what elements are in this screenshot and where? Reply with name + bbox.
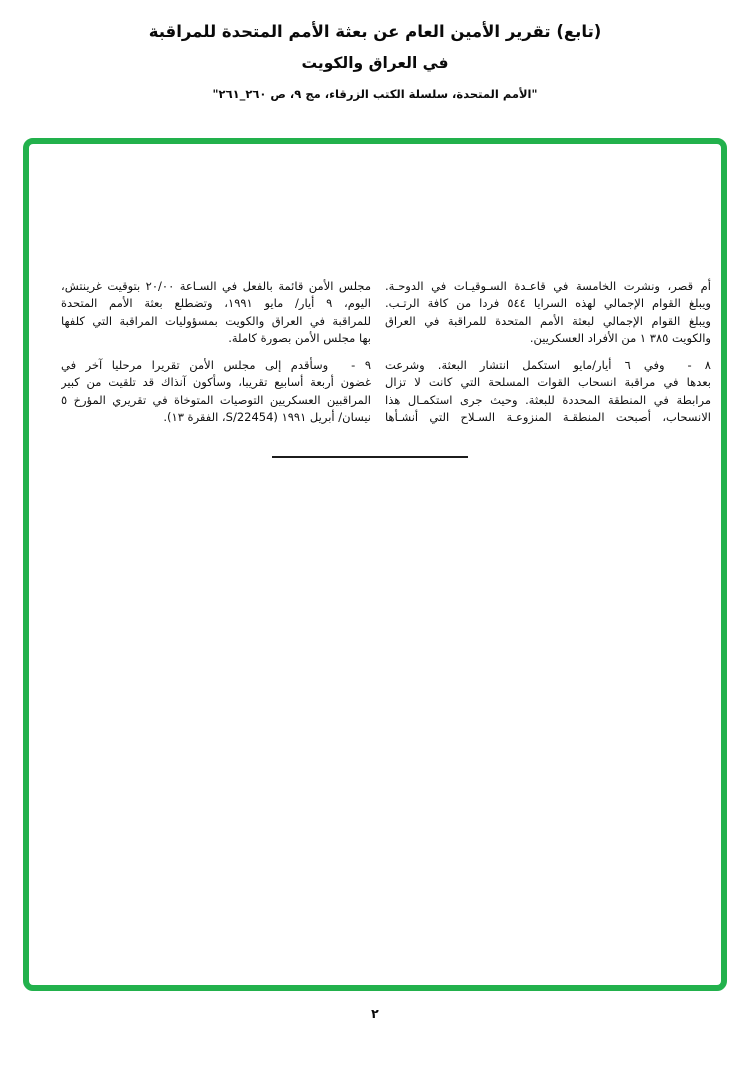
text-line: بعدها في مراقبة انسحاب القوات المسلحة التي كانت لا تزال xyxy=(385,375,711,390)
document-body xyxy=(61,278,711,426)
text-line: مرابطة في المنطقة المحددة للبعثة. وحيث جرى استكمـال هذا xyxy=(385,392,711,407)
column-left xyxy=(61,278,371,426)
footnote-separator xyxy=(272,456,468,458)
source-citation: "الأمم المتحدة، سلسلة الكتب الزرقاء، مج ٩، ص ٢٦٠_٢٦١" xyxy=(212,87,538,101)
text-line: ٩ - وسأقدم إلى مجلس الأمن تقريرا مرحليا آخر في xyxy=(61,358,371,373)
text-line: غضون أربعة أسابيع تقريبا، وسأكون آنذاك قد تلقيت من كبير xyxy=(61,375,371,390)
text-line: نيسان/ أبريل ١٩٩١ (S/22454، الفقرة ١٣). xyxy=(163,410,371,425)
paragraph xyxy=(385,357,711,426)
text-line: والكويت ٣٨٥ ١ من الأفراد العسكريين. xyxy=(529,330,711,345)
paragraph xyxy=(61,357,371,426)
text-line: الانسحاب، أصبحت المنطقـة المنزوعـة السـلاح التي أنشـأها xyxy=(385,410,711,425)
report-title-line1: (تابع) تقرير الأمين العام عن بعثة الأمم المتحدة للمراقبة xyxy=(148,22,602,41)
text-line: ٨ - وفي ٦ أيار/مايو استكمل انتشار البعثة. وشرعت xyxy=(385,358,711,373)
paragraph xyxy=(61,278,371,347)
text-line: مجلس الأمن قائمة بالفعل في السـاعة ٢٠/٠٠ بتوقيت غرينتش، xyxy=(61,279,371,293)
text-line: المراقبين العسكريين التوصيات المتوخاة في تقريري المؤرخ ٥ xyxy=(61,392,371,407)
text-line: بها مجلس الأمن بصورة كاملة. xyxy=(228,330,371,345)
document-header xyxy=(0,20,750,102)
text-line: ويبلغ القوام الإجمالي لهذه السرايا ٥٤٤ فردا من كافة الرتـب. xyxy=(385,296,711,311)
paragraph xyxy=(385,278,711,347)
text-line: اليوم، ٩ أيار/ مايو ١٩٩١، وتضطلع بعثة الأمم المتحدة xyxy=(61,296,371,311)
page-number: ٢ xyxy=(371,1006,379,1021)
green-frame xyxy=(23,138,727,991)
text-line: أم قصر، ونشرت الخامسة في قاعـدة السـوقيـات في الدوحـة. xyxy=(385,279,711,293)
column-right xyxy=(385,278,711,426)
report-title-line2: في العراق والكويت xyxy=(301,54,449,72)
text-line: ويبلغ القوام الإجمالي لبعثة الأمم المتحدة للمراقبة في العراق xyxy=(385,313,711,328)
text-line: للمراقبة في العراق والكويت بمسؤوليات المراقبة التي كلفها xyxy=(61,313,371,328)
